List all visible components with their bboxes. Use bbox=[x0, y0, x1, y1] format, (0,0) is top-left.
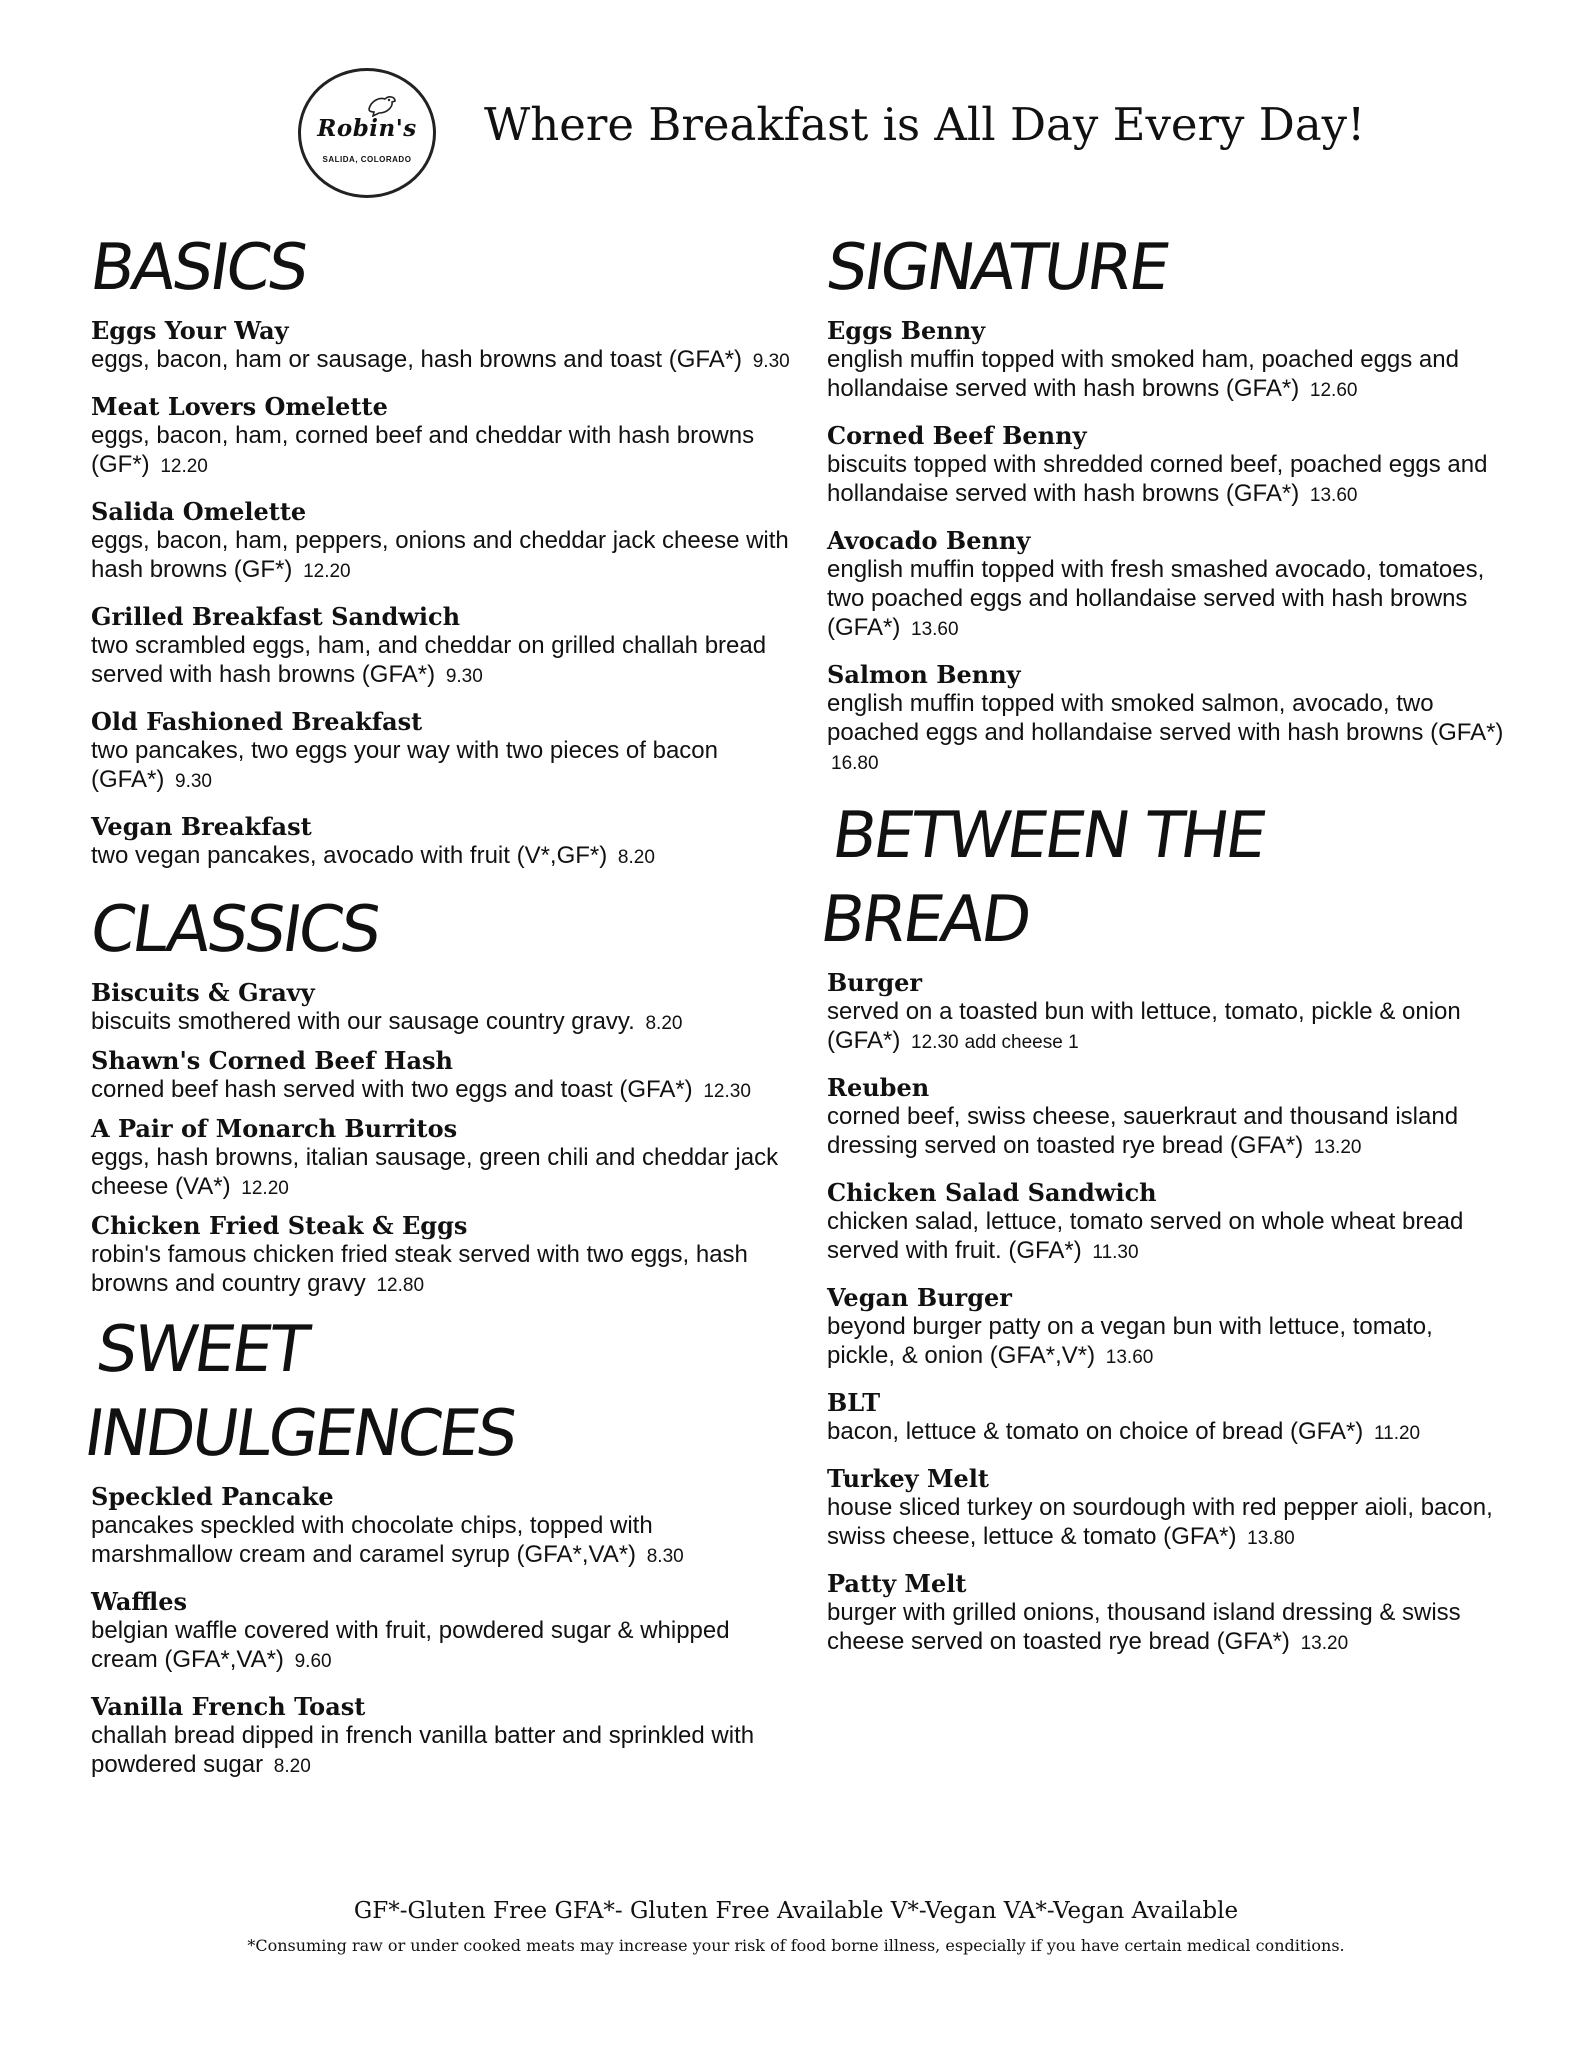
item-price: 12.30 bbox=[911, 1032, 959, 1053]
item-name: Biscuits & Gravy bbox=[91, 978, 315, 1007]
item-name: Vegan Breakfast bbox=[91, 812, 312, 841]
menu-item bbox=[91, 497, 791, 586]
item-price: 12.20 bbox=[160, 456, 208, 477]
item-description-text: served on a toasted bun with lettuce, tomato, pickle & onion (GFA*) bbox=[827, 998, 1461, 1054]
item-description bbox=[91, 421, 791, 481]
item-description-text: eggs, bacon, ham, peppers, onions and cheddar jack cheese with hash browns (GF*) bbox=[91, 527, 789, 583]
item-price: 12.60 bbox=[1309, 380, 1358, 401]
item-description bbox=[827, 1598, 1507, 1658]
menu-section bbox=[79, 1308, 791, 1781]
item-name: Vegan Burger bbox=[827, 1283, 1012, 1312]
menu-item bbox=[827, 1178, 1507, 1267]
item-name: Salmon Benny bbox=[827, 660, 1021, 689]
item-description bbox=[91, 1511, 791, 1571]
item-description-text: two vegan pancakes, avocado with fruit (V*,GF*) bbox=[91, 842, 608, 869]
item-price: 12.80 bbox=[376, 1275, 425, 1296]
section-title: CLASSICS bbox=[85, 893, 384, 967]
menu-item bbox=[91, 1114, 791, 1203]
logo-location: SALIDA, COLORADO bbox=[322, 155, 412, 164]
item-name: Eggs Benny bbox=[827, 316, 986, 345]
item-description-text: eggs, bacon, ham or sausage, hash browns and toast (GFA*) bbox=[91, 346, 743, 373]
item-description-text: belgian waffle covered with fruit, powdered sugar & whipped cream (GFA*,VA*) bbox=[91, 1617, 730, 1673]
item-description bbox=[91, 1007, 791, 1038]
item-description-text: burger with grilled onions, thousand island dressing & swiss cheese served on toasted rye bread (GFA*) bbox=[827, 1599, 1461, 1655]
section-title: BETWEEN THE BREAD bbox=[815, 799, 1269, 957]
item-description bbox=[827, 1417, 1507, 1448]
item-description bbox=[91, 1240, 791, 1300]
item-name: Corned Beef Benny bbox=[827, 421, 1087, 450]
item-description bbox=[91, 841, 791, 872]
item-description bbox=[91, 1143, 791, 1203]
item-price: 8.20 bbox=[617, 847, 655, 868]
item-description-text: english muffin topped with smoked ham, poached eggs and hollandaise served with hash browns (GFA*) bbox=[827, 346, 1459, 402]
item-name: Eggs Your Way bbox=[91, 316, 289, 345]
item-price: 12.30 bbox=[703, 1081, 751, 1102]
restaurant-logo bbox=[298, 68, 436, 198]
item-description-text: two pancakes, two eggs your way with two pieces of bacon (GFA*) bbox=[91, 737, 718, 793]
item-description bbox=[827, 1207, 1507, 1267]
item-name: Shawn's Corned Beef Hash bbox=[91, 1046, 453, 1075]
item-description bbox=[827, 345, 1507, 405]
item-description bbox=[827, 997, 1507, 1057]
menu-item bbox=[827, 1283, 1507, 1372]
menu-item bbox=[827, 1388, 1507, 1448]
item-price: 13.20 bbox=[1313, 1137, 1362, 1158]
item-price: 9.30 bbox=[175, 771, 212, 792]
menu-item bbox=[91, 707, 791, 796]
section-title: SIGNATURE bbox=[821, 231, 1172, 305]
menu-section bbox=[821, 226, 1507, 778]
page-tagline: Where Breakfast is All Day Every Day! bbox=[484, 98, 1366, 151]
item-description bbox=[91, 631, 791, 691]
item-price: 8.30 bbox=[646, 1546, 684, 1567]
item-addon: add cheese 1 bbox=[964, 1032, 1079, 1053]
item-description-text: house sliced turkey on sourdough with red pepper aioli, bacon, swiss cheese, lettuce & tomato (GFA*) bbox=[827, 1494, 1493, 1550]
menu-section bbox=[85, 226, 791, 872]
item-name: Waffles bbox=[91, 1587, 187, 1616]
item-name: BLT bbox=[827, 1388, 881, 1417]
menu-section bbox=[815, 794, 1507, 1658]
item-description-text: biscuits topped with shredded corned beef, poached eggs and hollandaise served with hash browns (GFA*) bbox=[827, 451, 1488, 507]
section-title: SWEET INDULGENCES bbox=[79, 1313, 520, 1471]
item-price: 9.60 bbox=[294, 1651, 332, 1672]
item-name: Patty Melt bbox=[827, 1569, 967, 1598]
item-name: Speckled Pancake bbox=[91, 1482, 334, 1511]
logo-name: Robin's bbox=[317, 115, 417, 142]
menu-item bbox=[91, 1482, 791, 1571]
menu-item bbox=[827, 421, 1507, 510]
item-description-text: eggs, hash browns, italian sausage, green chili and cheddar jack cheese (VA*) bbox=[91, 1144, 779, 1200]
item-description bbox=[91, 1075, 791, 1106]
item-name: Turkey Melt bbox=[827, 1464, 989, 1493]
item-description bbox=[91, 736, 791, 796]
item-name: Avocado Benny bbox=[827, 526, 1031, 555]
item-description-text: chicken salad, lettuce, tomato served on whole wheat bread served with fruit. (GFA*) bbox=[827, 1208, 1464, 1264]
item-description-text: english muffin topped with fresh smashed avocado, tomatoes, two poached eggs and hollandaise served with hash browns (GFA*) bbox=[827, 556, 1485, 641]
item-price: 13.80 bbox=[1247, 1528, 1295, 1549]
item-name: Vanilla French Toast bbox=[91, 1692, 366, 1721]
item-description-text: challah bread dipped in french vanilla batter and sprinkled with powdered sugar bbox=[91, 1722, 755, 1778]
menu-item bbox=[827, 1464, 1507, 1553]
menu-item bbox=[827, 968, 1507, 1057]
menu-item bbox=[91, 602, 791, 691]
item-price: 13.60 bbox=[911, 619, 959, 640]
item-description bbox=[827, 1493, 1507, 1553]
item-price: 8.20 bbox=[645, 1013, 683, 1034]
dietary-legend: GF*-Gluten Free GFA*- Gluten Free Available V*-Vegan VA*-Vegan Available bbox=[353, 1898, 1239, 1924]
item-price: 13.60 bbox=[1105, 1347, 1154, 1368]
left-menu-column bbox=[79, 226, 791, 1797]
item-description-text: eggs, bacon, ham, corned beef and cheddar with hash browns (GF*) bbox=[91, 422, 755, 478]
item-name: Reuben bbox=[827, 1073, 930, 1102]
item-description-text: pancakes speckled with chocolate chips, topped with marshmallow cream and caramel syrup (GFA*,VA*) bbox=[91, 1512, 653, 1568]
menu-item bbox=[91, 978, 791, 1038]
item-description bbox=[827, 450, 1507, 510]
menu-item bbox=[91, 1046, 791, 1106]
item-price: 12.20 bbox=[303, 561, 351, 582]
item-name: Chicken Fried Steak & Eggs bbox=[91, 1211, 468, 1240]
item-description-text: bacon, lettuce & tomato on choice of bread (GFA*) bbox=[827, 1418, 1364, 1445]
item-description bbox=[91, 526, 791, 586]
menu-item bbox=[827, 660, 1507, 778]
item-name: Burger bbox=[827, 968, 923, 997]
item-description-text: robin's famous chicken fried steak served with two eggs, hash browns and country gravy bbox=[91, 1241, 748, 1297]
section-title: BASICS bbox=[85, 231, 311, 305]
item-description bbox=[827, 689, 1507, 778]
item-description-text: corned beef, swiss cheese, sauerkraut and thousand island dressing served on toasted rye bread (GFA*) bbox=[827, 1103, 1459, 1159]
item-name: Chicken Salad Sandwich bbox=[827, 1178, 1157, 1207]
menu-item bbox=[827, 1073, 1507, 1162]
item-description bbox=[91, 1616, 791, 1676]
menu-item bbox=[91, 1587, 791, 1676]
item-description bbox=[827, 1312, 1507, 1372]
item-price: 8.20 bbox=[273, 1756, 311, 1777]
item-price: 13.20 bbox=[1300, 1633, 1349, 1654]
item-description bbox=[827, 555, 1507, 644]
item-name: Salida Omelette bbox=[91, 497, 307, 526]
menu-item bbox=[91, 392, 791, 481]
item-description-text: biscuits smothered with our sausage country gravy. bbox=[91, 1008, 635, 1035]
item-price: 13.60 bbox=[1309, 485, 1358, 506]
menu-item bbox=[827, 526, 1507, 644]
menu-section bbox=[85, 888, 791, 1300]
menu-item bbox=[91, 1692, 791, 1781]
item-price: 12.20 bbox=[241, 1178, 289, 1199]
menu-item bbox=[91, 316, 791, 376]
item-price: 9.30 bbox=[445, 666, 483, 687]
item-price: 9.30 bbox=[752, 351, 790, 372]
item-description bbox=[827, 1102, 1507, 1162]
robin-bird-icon bbox=[365, 91, 397, 117]
item-description-text: two scrambled eggs, ham, and cheddar on grilled challah bread served with hash browns (GFA*) bbox=[91, 632, 767, 688]
menu-item bbox=[827, 316, 1507, 405]
item-name: Grilled Breakfast Sandwich bbox=[91, 602, 461, 631]
menu-item bbox=[827, 1569, 1507, 1658]
food-safety-disclaimer: *Consuming raw or under cooked meats may increase your risk of food borne illness, especially if you have certain medical conditions. bbox=[247, 1936, 1345, 1955]
menu-item bbox=[91, 1211, 791, 1300]
item-description-text: beyond burger patty on a vegan bun with lettuce, tomato, pickle, & onion (GFA*,V*) bbox=[827, 1313, 1433, 1369]
item-name: Meat Lovers Omelette bbox=[91, 392, 388, 421]
item-price: 16.80 bbox=[831, 753, 879, 774]
item-price: 11.30 bbox=[1092, 1242, 1139, 1263]
item-description bbox=[91, 1721, 791, 1781]
item-description-text: corned beef hash served with two eggs and toast (GFA*) bbox=[91, 1076, 693, 1103]
item-name: A Pair of Monarch Burritos bbox=[91, 1114, 458, 1143]
item-name: Old Fashioned Breakfast bbox=[91, 707, 423, 736]
item-price: 11.20 bbox=[1373, 1423, 1421, 1444]
item-description-text: english muffin topped with smoked salmon, avocado, two poached eggs and hollandaise served with hash browns (GFA*) bbox=[827, 690, 1504, 746]
item-description bbox=[91, 345, 791, 376]
right-menu-column bbox=[815, 226, 1507, 1674]
menu-item bbox=[91, 812, 791, 872]
